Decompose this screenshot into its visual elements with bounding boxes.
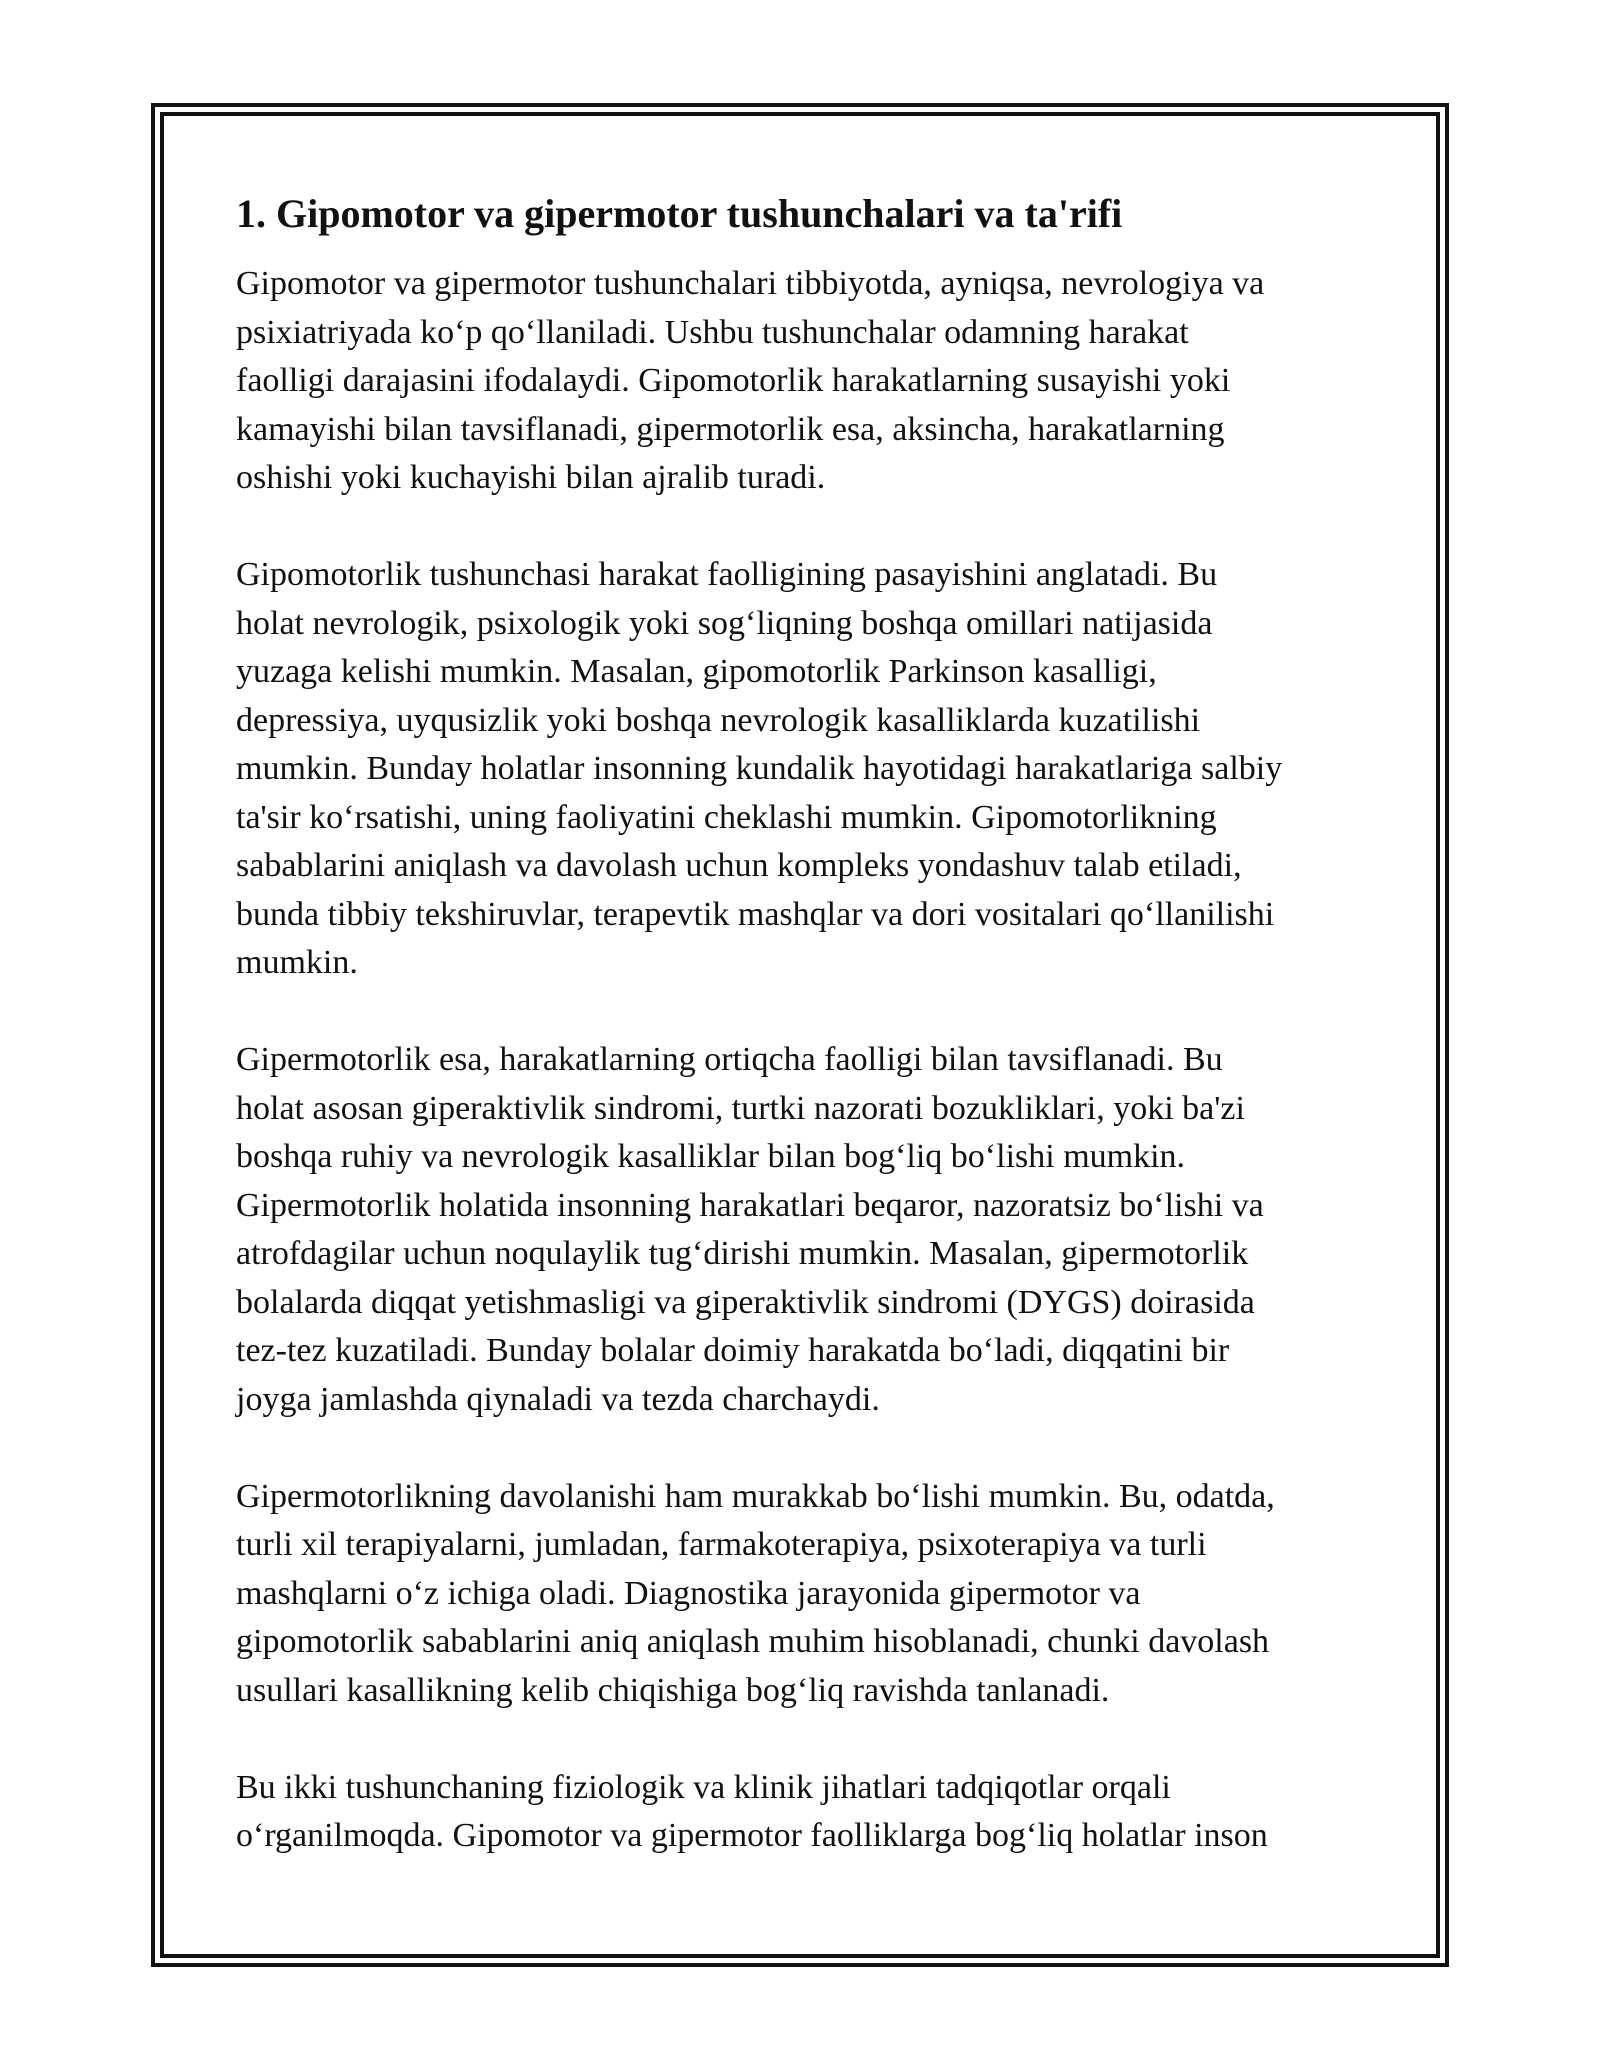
text-line: ta'sir ko‘rsatishi, uning faoliyatini cheklashi mumkin. Gipomotorlikning — [236, 798, 1217, 836]
text-line: oshishi yoki kuchayishi bilan ajralib turadi. — [236, 459, 826, 496]
paragraph-1 — [236, 260, 1376, 503]
text-line: tez-tez kuzatiladi. Bunday bolalar doimiy harakatda bo‘ladi, diqqatini bir — [236, 1332, 1230, 1369]
text-line: depressiya, uyqusizlik yoki boshqa nevrologik kasalliklarda kuzatilishi — [236, 701, 1201, 739]
text-line: mumkin. Bunday holatlar insonning kundalik hayotidagi harakatlariga salbiy — [236, 750, 1283, 787]
text-line: holat asosan giperaktivlik sindromi, turtki nazorati bozukliklari, yoki ba'zi — [236, 1089, 1245, 1127]
text-line: atrofdagilar uchun noqulaylik tug‘dirishi mumkin. Masalan, gipermotorlik — [236, 1235, 1249, 1272]
text-line: Bu ikki tushunchaning fiziologik va klinik jihatlari tadqiqotlar orqali — [236, 1768, 1171, 1806]
text-line: Gipermotorlik esa, harakatlarning ortiqcha faolligi bilan tavsiflanadi. Bu — [236, 1041, 1223, 1078]
text-line: bolalarda diqqat yetishmasligi va giperaktivlik sindromi (DYGS) doirasida — [236, 1283, 1255, 1321]
text-line: holat nevrologik, psixologik yoki sog‘liqning boshqa omillari natijasida — [236, 604, 1213, 642]
text-line: gipomotorlik sabablarini aniq aniqlash muhim hisoblanadi, chunki davolash — [236, 1623, 1270, 1660]
text-line: yuzaga kelishi mumkin. Masalan, gipomotorlik Parkinson kasalligi, — [236, 653, 1157, 690]
text-line: mashqlarni o‘z ichiga oladi. Diagnostika jarayonida gipermotor va — [236, 1574, 1141, 1612]
paragraph-2 — [236, 551, 1376, 988]
text-line: boshqa ruhiy va nevrologik kasalliklar bilan bog‘liq bo‘lishi mumkin. — [236, 1138, 1186, 1175]
text-line: Gipomotorlik tushunchasi harakat faolligining pasayishini anglatadi. Bu — [236, 556, 1218, 593]
text-line: turli xil terapiyalarni, jumladan, farmakoterapiya, psixoterapiya va turli — [236, 1526, 1207, 1563]
text-line: Gipermotorlik holatida insonning harakatlari beqaror, nazoratsiz bo‘lishi va — [236, 1186, 1264, 1224]
text-line: usullari kasallikning kelib chiqishiga bog‘liq ravishda tanlanadi. — [236, 1671, 1110, 1709]
paragraph-4 — [236, 1473, 1376, 1716]
text-line: Gipomotor va gipermotor tushunchalari tibbiyotda, ayniqsa, nevrologiya va — [236, 265, 1265, 302]
text-line: o‘rganilmoqda. Gipomotor va gipermotor faolliklarga bog‘liq holatlar inson — [236, 1817, 1268, 1854]
text-line: joyga jamlashda qiynaladi va tezda charchaydi. — [236, 1380, 880, 1418]
document-body — [236, 190, 1376, 1909]
section-heading: 1. Gipomotor va gipermotor tushunchalari va ta'rifi — [236, 191, 1123, 236]
text-line: psixiatriyada ko‘p qo‘llaniladi. Ushbu tushunchalar odamning harakat — [236, 313, 1189, 351]
paragraph-3 — [236, 1036, 1376, 1424]
text-line: sabablarini aniqlash va davolash uchun kompleks yondashuv talab etiladi, — [236, 847, 1242, 884]
text-line: Gipermotorlikning davolanishi ham murakkab bo‘lishi mumkin. Bu, odatda, — [236, 1477, 1275, 1515]
text-line: mumkin. — [236, 944, 358, 981]
text-line: bunda tibbiy tekshiruvlar, terapevtik mashqlar va dori vositalari qo‘llanilishi — [236, 895, 1275, 933]
text-line: kamayishi bilan tavsiflanadi, gipermotorlik esa, aksincha, harakatlarning — [236, 410, 1225, 448]
text-line: faolligi darajasini ifodalaydi. Gipomotorlik harakatlarning susayishi yoki — [236, 362, 1231, 399]
paragraph-5 — [236, 1764, 1376, 1861]
